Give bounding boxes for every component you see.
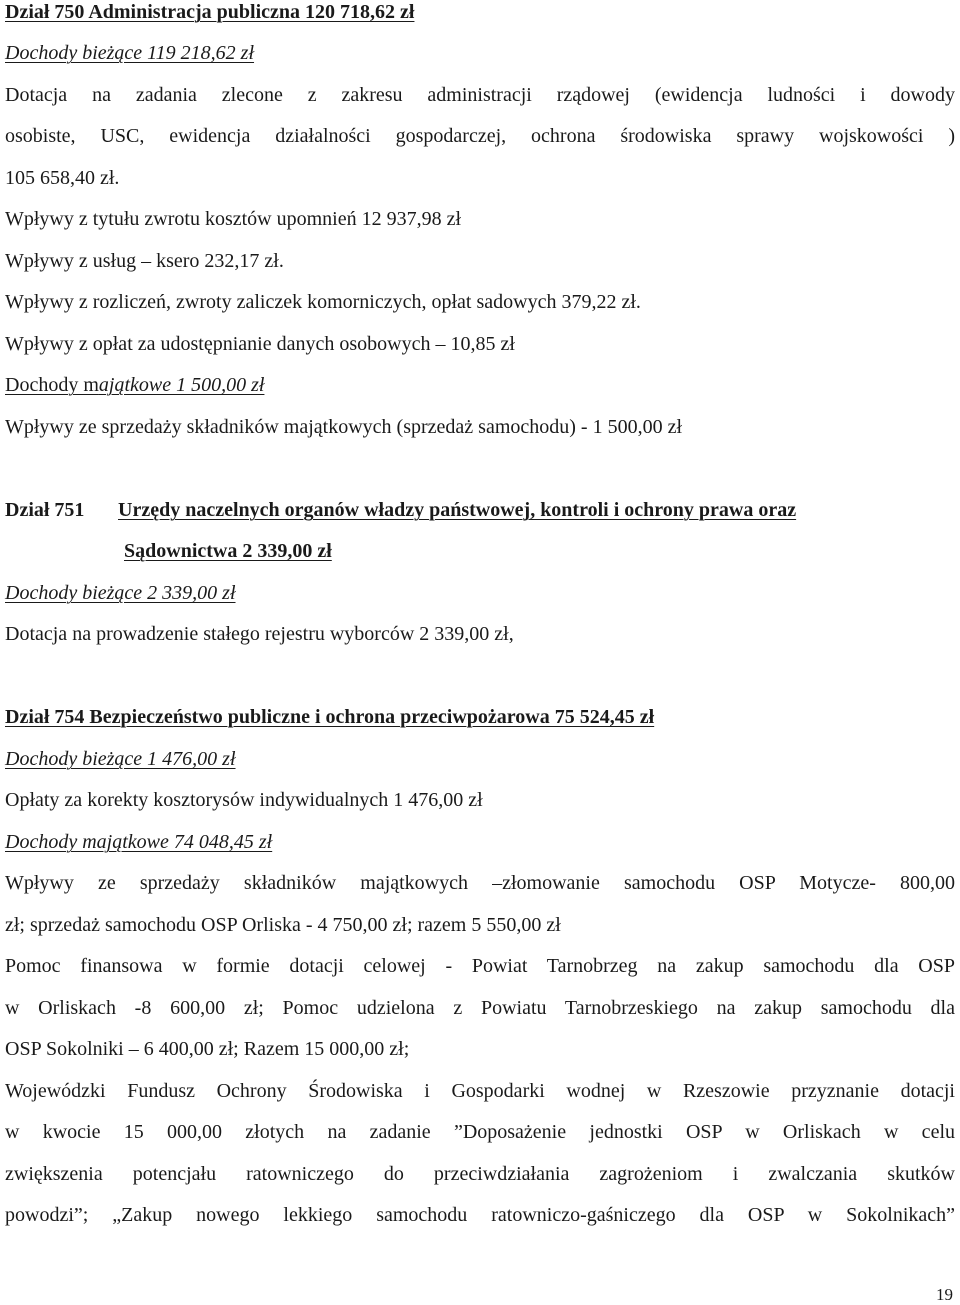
- text-line: w kwocie 15 000,00 złotych na zadanie ”Doposażenie jednostki OSP w Orliskach w celu: [5, 1121, 955, 1143]
- text-line: powodzi”; „Zakup nowego lekkiego samochodu ratowniczo-gaśniczego dla OSP w Sokolnikach”: [5, 1204, 955, 1226]
- text-line: Wpływy z usług – ksero 232,17 zł.: [5, 250, 284, 272]
- text-line: Wpływy ze sprzedaży składników majątkowych –złomowanie samochodu OSP Motycze- 800,00: [5, 872, 955, 894]
- text-line: Pomoc finansowa w formie dotacji celowej - Powiat Tarnobrzeg na zakup samochodu dla OSP: [5, 955, 955, 977]
- text-line: 105 658,40 zł.: [5, 167, 120, 189]
- text-line: zł; sprzedaż samochodu OSP Orliska - 4 750,00 zł; razem 5 550,00 zł: [5, 914, 561, 936]
- section-750-current-income: Dochody bieżące 119 218,62 zł: [5, 42, 255, 64]
- section-750-capital-income: [5, 373, 955, 397]
- section-751-heading: [5, 498, 955, 522]
- page-number: 19: [936, 1285, 953, 1304]
- text-line: osobiste, USC, ewidencja działalności gospodarczej, ochrona środowiska sprawy wojskowości ): [5, 125, 955, 147]
- section-750-heading: Dział 750 Administracja publiczna 120 718,62 zł: [5, 1, 415, 23]
- text-line: Dotacja na prowadzenie stałego rejestru wyborców 2 339,00 zł,: [5, 623, 514, 645]
- text-line: zwiększenia potencjału ratowniczego do przeciwdziałania zagrożeniom i zwalczania skutków: [5, 1163, 955, 1185]
- capital-income-prefix: Dochody m: [5, 374, 99, 396]
- text-line: Wpływy z rozliczeń, zwroty zaliczek komorniczych, opłat sadowych 379,22 zł.: [5, 291, 641, 313]
- section-751-number: Dział 751: [5, 499, 85, 521]
- section-751-heading-cont: Sądownictwa 2 339,00 zł: [124, 540, 332, 562]
- text-line: Dotacja na zadania zlecone z zakresu administracji rządowej (ewidencja ludności i dowody: [5, 84, 955, 106]
- text-line: w Orliskach -8 600,00 zł; Pomoc udzielona z Powiatu Tarnobrzeskiego na zakup samochodu dla: [5, 997, 955, 1019]
- section-751-current-income: Dochody bieżące 2 339,00 zł: [5, 582, 236, 604]
- text-line: Wojewódzki Fundusz Ochrony Środowiska i Gospodarki wodnej w Rzeszowie przyznanie dotacji: [5, 1080, 955, 1102]
- text-line: OSP Sokolniki – 6 400,00 zł; Razem 15 000,00 zł;: [5, 1038, 410, 1060]
- section-751-title: Urzędy naczelnych organów władzy państwowej, kontroli i ochrony prawa oraz: [118, 499, 797, 521]
- text-line: Wpływy z tytułu zwrotu kosztów upomnień 12 937,98 zł: [5, 208, 462, 230]
- text-line: Wpływy z opłat za udostępnianie danych osobowych – 10,85 zł: [5, 333, 515, 355]
- section-754-current-income: Dochody bieżące 1 476,00 zł: [5, 748, 236, 770]
- section-754-capital-income: Dochody majątkowe 74 048,45 zł: [5, 831, 273, 853]
- capital-income-rest: ajątkowe 1 500,00 zł: [98, 374, 265, 396]
- text-line: Wpływy ze sprzedaży składników majątkowych (sprzedaż samochodu) - 1 500,00 zł: [5, 416, 683, 438]
- text-line: Opłaty za korekty kosztorysów indywidualnych 1 476,00 zł: [5, 789, 483, 811]
- section-754-heading: Dział 754 Bezpieczeństwo publiczne i ochrona przeciwpożarowa 75 524,45 zł: [5, 706, 655, 728]
